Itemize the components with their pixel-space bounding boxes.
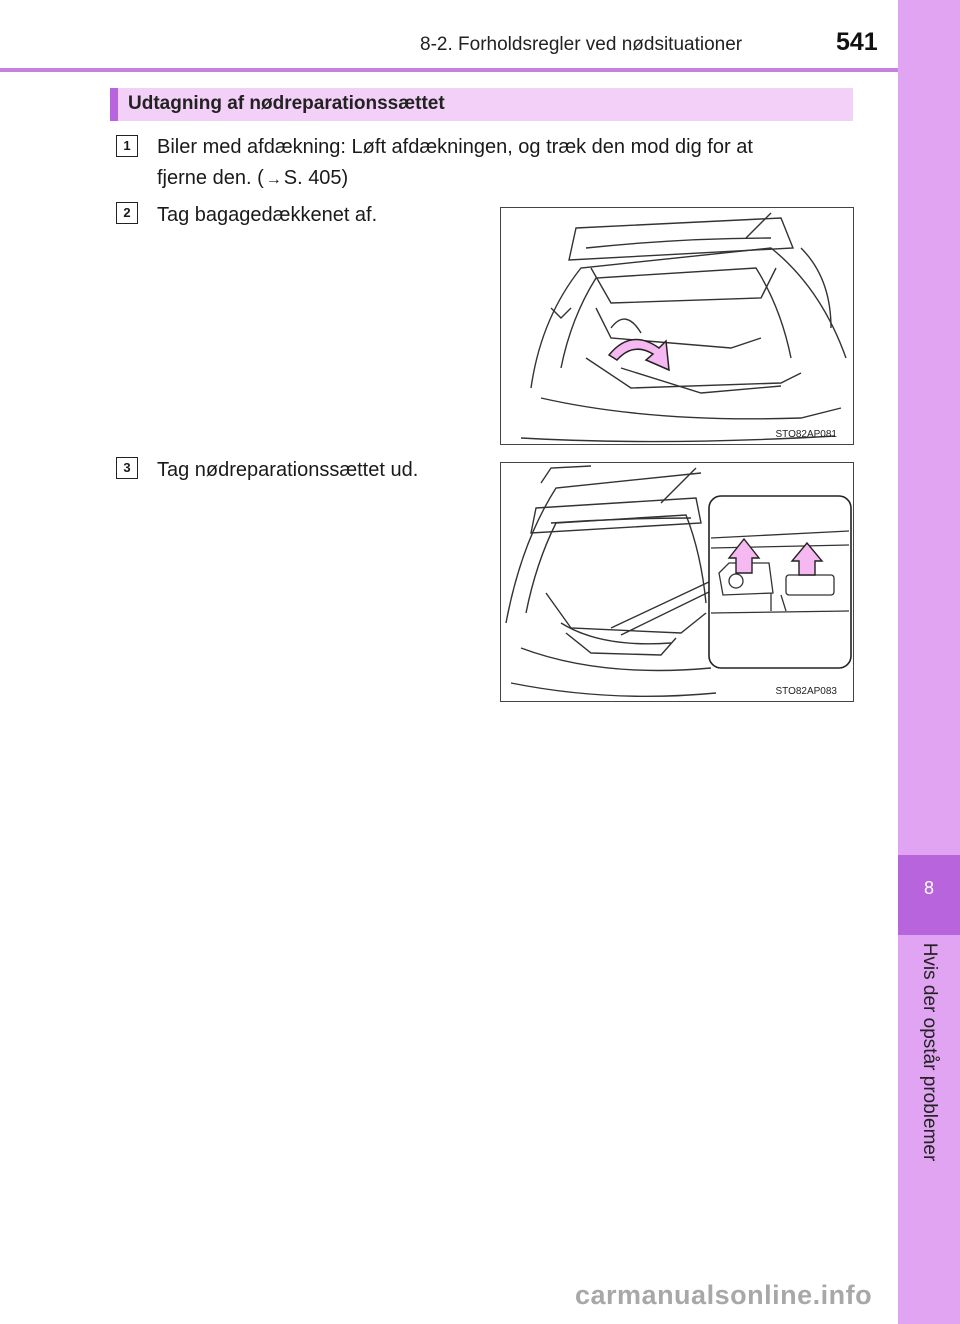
header-divider <box>0 68 898 72</box>
header-section-title: 8-2. Forholdsregler ved nødsituationer <box>420 34 743 55</box>
step-3-text: Tag nødreparationssættet ud. <box>157 459 419 481</box>
step-2-text: Tag bagagedækkenet af. <box>157 204 378 226</box>
step-1-number: 1 <box>116 135 138 157</box>
step-1-line-2-pre: fjerne den. ( <box>157 167 264 189</box>
zoom-inset <box>709 496 851 668</box>
illustration-remove-repair-kit <box>500 462 854 702</box>
step-1-line-2 <box>157 163 753 195</box>
figure-code-1: STO82AP081 <box>775 429 837 440</box>
chapter-number: 8 <box>923 878 934 898</box>
car-trunk-illustration-2 <box>501 463 854 702</box>
step-1-text <box>157 132 753 195</box>
chapter-title: Hvis der opstår problemer <box>919 942 940 1162</box>
figure-code-2: STO82AP083 <box>775 686 837 697</box>
right-arrow-icon: → <box>265 171 282 188</box>
illustration-remove-deck-board <box>500 207 854 445</box>
step-1-line-1: Biler med afdækning: Løft afdækningen, og træk den mod dig for at <box>157 136 753 158</box>
site-watermark: carmanualsonline.info <box>575 1280 873 1310</box>
step-3-number: 3 <box>116 457 138 479</box>
step-2-number: 2 <box>116 202 138 224</box>
curved-arrow-icon <box>609 339 669 370</box>
section-title: Udtagning af nødreparationssættet <box>128 93 445 114</box>
page-number: 541 <box>836 28 878 56</box>
car-trunk-illustration-1 <box>501 208 854 445</box>
page-reference-link[interactable]: S. 405) <box>283 167 349 189</box>
